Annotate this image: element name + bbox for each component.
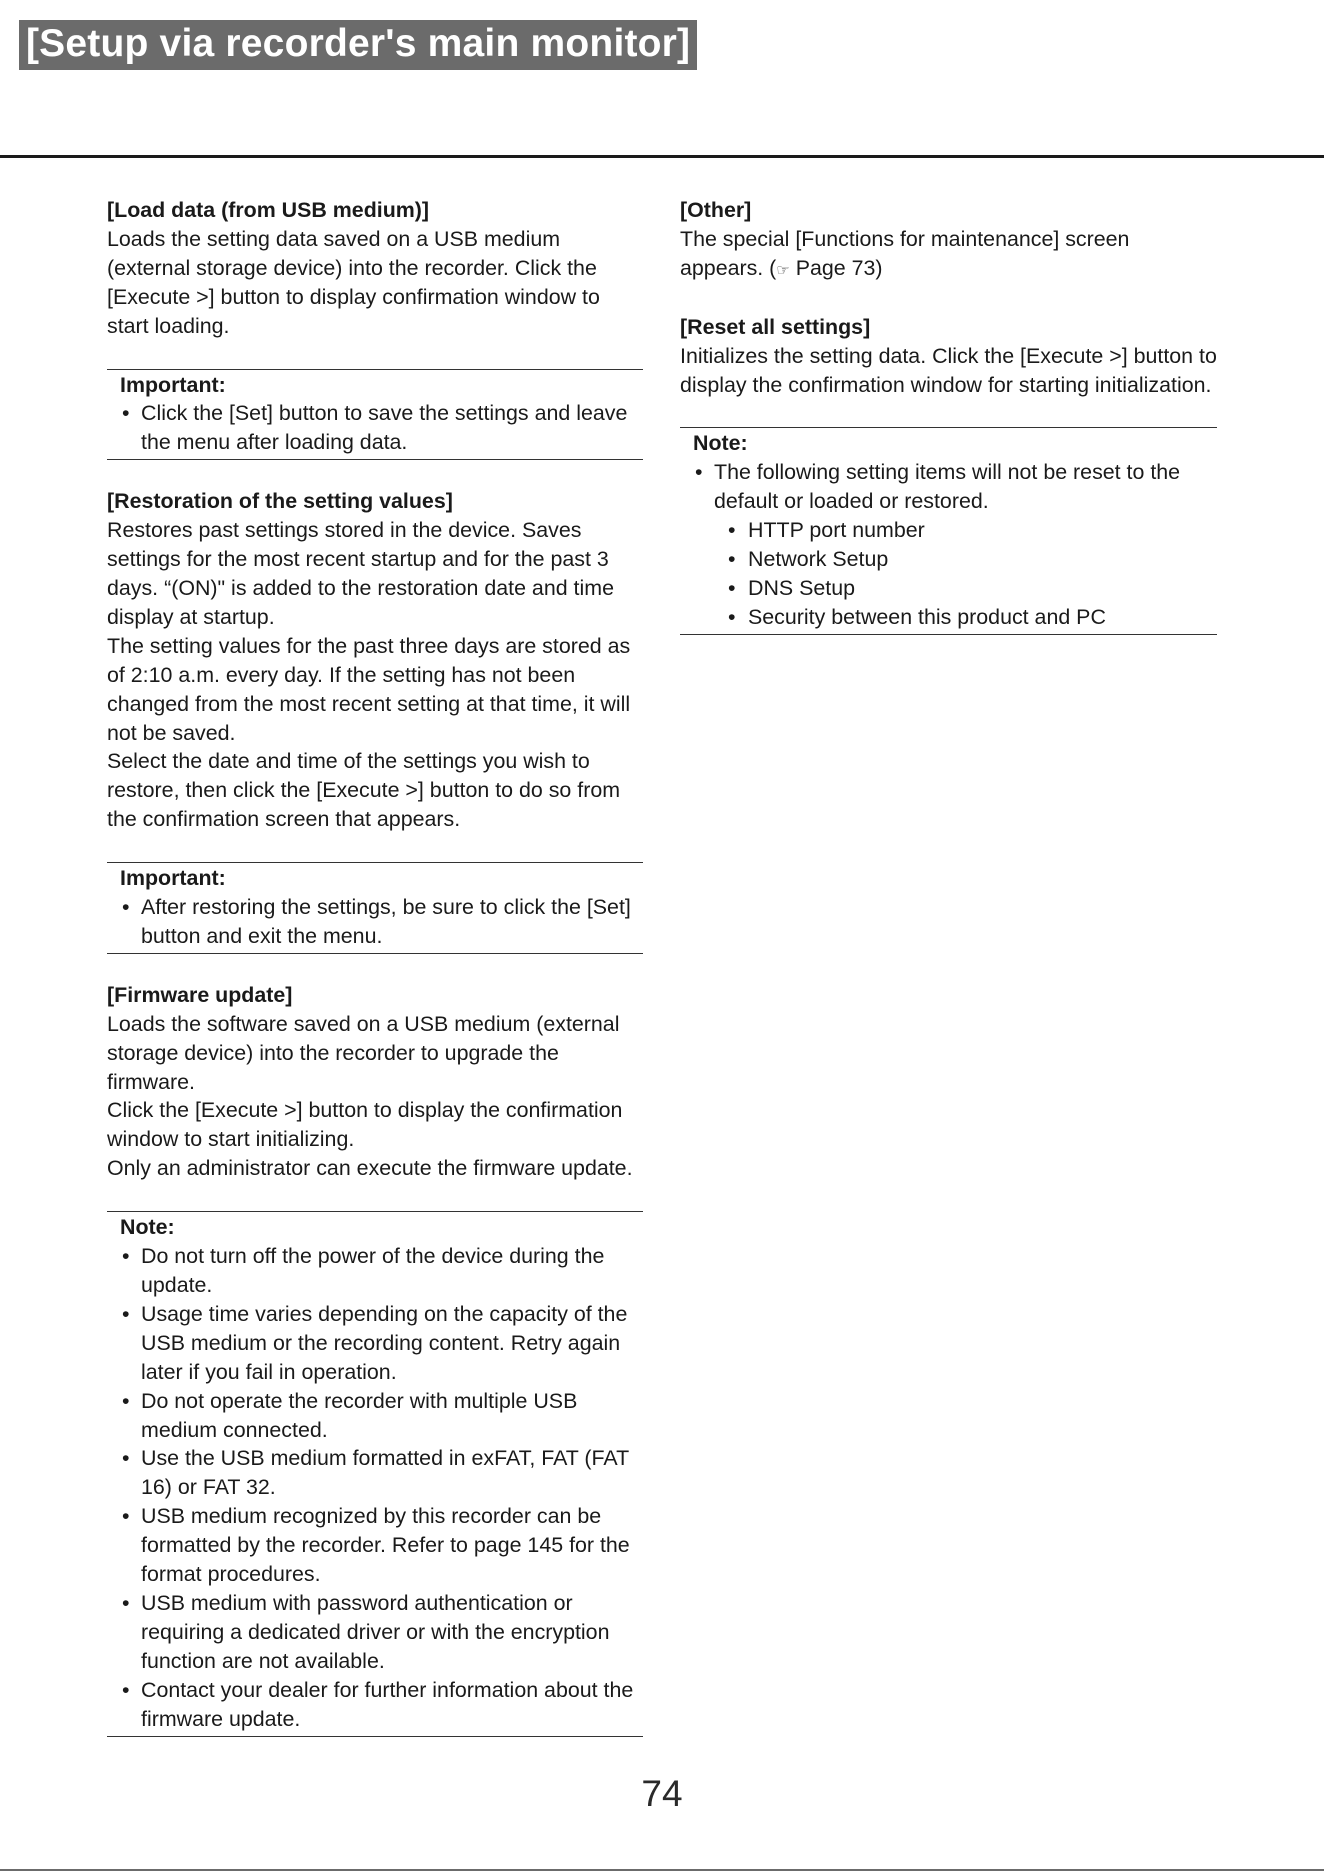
load-important-box bbox=[107, 369, 643, 461]
list-item: • Network Setup bbox=[748, 545, 1217, 574]
page-reference-link[interactable]: Page 73) bbox=[789, 255, 883, 280]
other-heading: [Other] bbox=[680, 198, 752, 222]
section-title: [Setup via recorder's main monitor] bbox=[19, 20, 697, 70]
right-column bbox=[680, 196, 1217, 662]
header-divider bbox=[0, 155, 1324, 158]
restore-important-title: Important: bbox=[120, 866, 226, 891]
list-item bbox=[714, 458, 1217, 631]
footer-divider bbox=[0, 1869, 1324, 1871]
load-data-text: Loads the setting data saved on a USB medium (external storage device) into the recorder. Click the [Execute >] button to display confirmation window to start loading. bbox=[107, 226, 600, 338]
reset-note-box bbox=[680, 427, 1217, 634]
restoration-text-3: Select the date and time of the settings you wish to restore, then click the [Execute >] button to do so from the confirmation screen that appears. bbox=[107, 749, 621, 832]
list-item: • USB medium with password authentication or requiring a dedicated driver or with the encryption function are not available. bbox=[141, 1589, 643, 1676]
reset-heading: [Reset all settings] bbox=[680, 314, 871, 339]
firmware-note-list bbox=[107, 1242, 643, 1733]
list-item: • Do not turn off the power of the device during the update. bbox=[141, 1242, 643, 1300]
firmware-text-2: Click the [Execute >] button to display the confirmation window to start initializing. bbox=[107, 1098, 623, 1152]
left-column bbox=[107, 196, 643, 1764]
firmware-heading: [Firmware update] bbox=[107, 982, 293, 1007]
firmware-text-1: Loads the software saved on a USB medium (external storage device) into the recorder to upgrade the firmware. bbox=[107, 1011, 620, 1094]
reset-note-sublist bbox=[714, 516, 1217, 632]
list-item: • USB medium recognized by this recorder can be formatted by the recorder. Refer to page 145 for the format procedures. bbox=[141, 1502, 643, 1589]
load-data-heading: [Load data (from USB medium)] bbox=[107, 198, 430, 222]
list-item: • Use the USB medium formatted in exFAT, FAT (FAT 16) or FAT 32. bbox=[141, 1444, 643, 1502]
reset-section bbox=[680, 313, 1217, 400]
list-item: • Security between this product and PC bbox=[748, 603, 1217, 632]
firmware-note-title: Note: bbox=[120, 1215, 175, 1240]
restoration-text-2: The setting values for the past three days are stored as of 2:10 a.m. every day. If the setting has not been changed from the most recent setting at that time, it will not be saved. bbox=[107, 633, 631, 745]
firmware-note-box bbox=[107, 1211, 643, 1736]
restore-important-list bbox=[107, 893, 643, 951]
restoration-heading: [Restoration of the setting values] bbox=[107, 489, 453, 514]
restoration-section bbox=[107, 487, 643, 834]
load-important-list bbox=[107, 399, 643, 457]
list-item: • Click the [Set] button to save the settings and leave the menu after loading data. bbox=[141, 399, 643, 457]
list-item: • Do not operate the recorder with multiple USB medium connected. bbox=[141, 1387, 643, 1445]
reset-note-title: Note: bbox=[693, 431, 748, 456]
reset-text: Initializes the setting data. Click the [Execute >] button to display the confirmation window for starting initialization. bbox=[680, 343, 1217, 397]
reset-note-list bbox=[680, 458, 1217, 631]
pointer-hand-icon: ☞ bbox=[776, 260, 790, 279]
list-item: • DNS Setup bbox=[748, 574, 1217, 603]
list-item: • HTTP port number bbox=[748, 516, 1217, 545]
list-item: • After restoring the settings, be sure to click the [Set] button and exit the menu. bbox=[141, 893, 643, 951]
other-section bbox=[680, 196, 1217, 285]
restore-important-box bbox=[107, 862, 643, 954]
firmware-section bbox=[107, 981, 643, 1183]
list-item: • Contact your dealer for further information about the firmware update. bbox=[141, 1676, 643, 1734]
load-important-title: Important: bbox=[120, 372, 226, 397]
load-data-section bbox=[107, 196, 643, 341]
restoration-text-1: Restores past settings stored in the device. Saves settings for the most recent startup and for the past 3 days. “(ON)" is added to the restoration date and time display at startup. bbox=[107, 518, 614, 629]
reset-note-item-text: The following setting items will not be reset to the default or loaded or restored. bbox=[714, 460, 1181, 514]
other-text-before: The special [Functions for maintenance] screen appears. ( bbox=[680, 226, 1130, 280]
other-text bbox=[680, 225, 1217, 285]
firmware-text-3: Only an administrator can execute the firmware update. bbox=[107, 1156, 633, 1181]
list-item: • Usage time varies depending on the capacity of the USB medium or the recording content. Retry again later if you fail in operation. bbox=[141, 1300, 643, 1387]
page-number: 74 bbox=[641, 1773, 683, 1814]
